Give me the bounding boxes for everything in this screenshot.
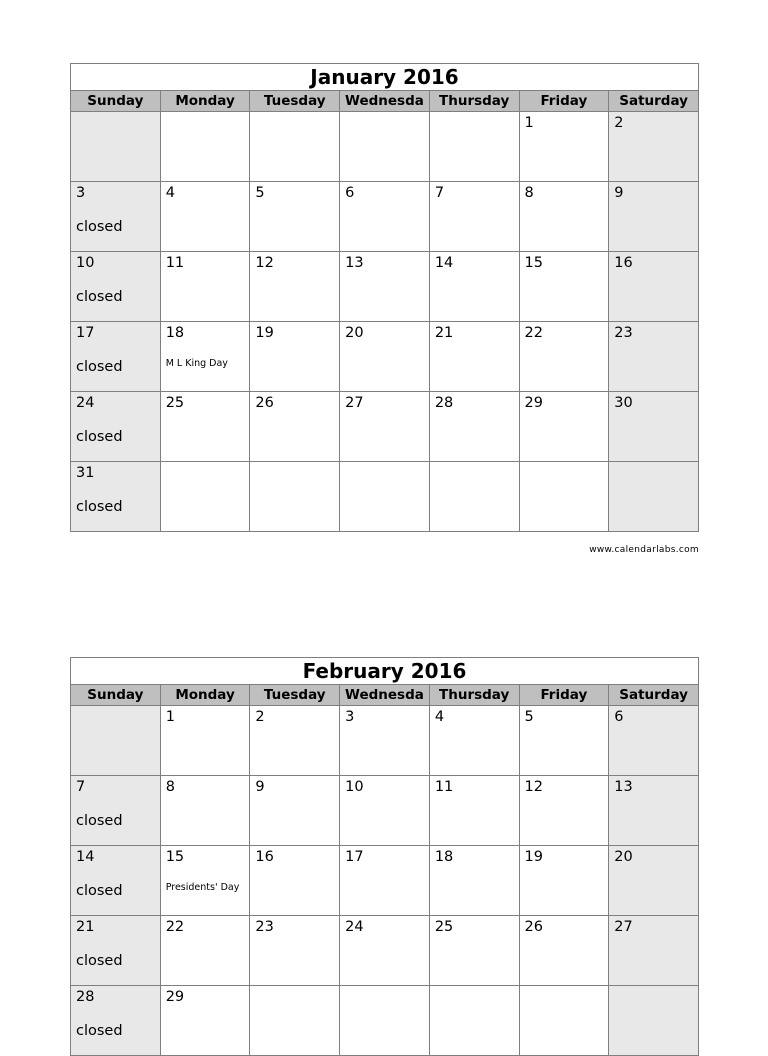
day-number: 4	[165, 185, 175, 201]
weekday-header: Wednesda	[340, 685, 430, 706]
closed-label: closed	[76, 1023, 123, 1039]
week-row	[71, 776, 699, 846]
week-row	[71, 252, 699, 322]
day-cell	[250, 392, 340, 462]
day-cell	[429, 462, 519, 532]
day-number: 17	[345, 849, 364, 865]
day-cell	[429, 706, 519, 776]
day-number: 19	[255, 325, 274, 341]
week-row	[71, 462, 699, 532]
day-cell	[429, 916, 519, 986]
day-cell	[429, 322, 519, 392]
day-cell	[160, 986, 250, 1056]
day-number: 12	[524, 779, 543, 795]
day-number: 13	[345, 255, 364, 271]
day-number: 22	[524, 325, 543, 341]
day-cell	[160, 776, 250, 846]
calendar-february	[70, 657, 699, 1056]
day-cell	[160, 112, 250, 182]
day-cell	[250, 916, 340, 986]
week-row	[71, 392, 699, 462]
day-cell	[250, 706, 340, 776]
month-grid	[70, 684, 699, 1056]
day-cell	[340, 846, 430, 916]
day-number: 10	[76, 255, 95, 271]
day-cell	[519, 112, 609, 182]
closed-label: closed	[76, 499, 123, 515]
day-number: 29	[524, 395, 543, 411]
weekday-header: Wednesda	[340, 91, 430, 112]
day-number: 6	[345, 185, 355, 201]
day-cell	[160, 846, 250, 916]
day-number: 15	[165, 849, 185, 865]
day-number: 11	[434, 779, 454, 795]
closed-label: closed	[76, 813, 123, 829]
day-cell	[609, 252, 699, 322]
week-row	[71, 182, 699, 252]
day-cell	[519, 706, 609, 776]
day-number: 16	[255, 849, 274, 865]
weekday-header-row	[71, 91, 699, 112]
closed-label: closed	[76, 359, 123, 375]
day-cell	[340, 322, 430, 392]
week-row	[71, 112, 699, 182]
day-number: 23	[255, 919, 274, 935]
day-cell	[609, 462, 699, 532]
day-number: 7	[434, 185, 445, 201]
day-number: 2	[255, 709, 265, 725]
weekday-header: Friday	[519, 685, 609, 706]
closed-label: closed	[76, 219, 123, 235]
day-cell	[71, 916, 161, 986]
day-cell	[160, 182, 250, 252]
day-cell	[609, 392, 699, 462]
day-cell	[71, 252, 161, 322]
day-number: 14	[76, 849, 95, 865]
day-number: 24	[345, 919, 364, 935]
day-cell	[609, 916, 699, 986]
day-cell	[160, 916, 250, 986]
day-number: 26	[524, 919, 543, 935]
day-number: 5	[524, 709, 534, 725]
day-cell	[609, 182, 699, 252]
day-cell	[340, 252, 430, 322]
day-cell	[519, 392, 609, 462]
day-number: 23	[614, 325, 633, 341]
month-title: January 2016	[70, 63, 699, 90]
day-number: 24	[76, 395, 95, 411]
day-cell	[429, 846, 519, 916]
day-cell	[160, 322, 250, 392]
weekday-header: Saturday	[609, 685, 699, 706]
closed-label: closed	[76, 953, 123, 969]
week-row	[71, 916, 699, 986]
closed-label: closed	[76, 429, 123, 445]
day-cell	[71, 182, 161, 252]
day-cell	[519, 182, 609, 252]
day-cell	[609, 112, 699, 182]
day-cell	[519, 252, 609, 322]
day-cell	[250, 252, 340, 322]
day-cell	[519, 916, 609, 986]
day-cell	[250, 462, 340, 532]
day-cell	[340, 916, 430, 986]
day-cell	[609, 322, 699, 392]
day-number: 9	[255, 779, 265, 795]
week-row	[71, 322, 699, 392]
day-cell	[519, 846, 609, 916]
day-number: 12	[255, 255, 274, 271]
weekday-header: Saturday	[609, 91, 699, 112]
day-cell	[71, 986, 161, 1056]
day-cell	[340, 182, 430, 252]
day-number: 20	[345, 325, 364, 341]
weekday-header: Monday	[160, 685, 250, 706]
day-number: 5	[255, 185, 265, 201]
weekday-header: Tuesday	[250, 685, 340, 706]
day-cell	[71, 322, 161, 392]
day-number: 27	[345, 395, 364, 411]
month-title: February 2016	[70, 657, 699, 684]
day-cell	[250, 322, 340, 392]
day-cell	[429, 392, 519, 462]
day-cell	[519, 776, 609, 846]
weekday-header: Thursday	[429, 685, 519, 706]
day-cell	[519, 986, 609, 1056]
holiday-label: Presidents' Day	[165, 882, 240, 893]
day-number: 28	[76, 989, 95, 1005]
day-number: 17	[76, 325, 95, 341]
day-cell	[340, 462, 430, 532]
day-cell	[71, 112, 161, 182]
day-number: 4	[434, 709, 445, 725]
day-number: 13	[614, 779, 633, 795]
day-number: 20	[614, 849, 633, 865]
week-row	[71, 706, 699, 776]
weekday-header: Sunday	[71, 685, 161, 706]
day-number: 15	[524, 255, 543, 271]
day-cell	[609, 846, 699, 916]
weekday-header: Sunday	[71, 91, 161, 112]
day-cell	[340, 776, 430, 846]
day-cell	[340, 392, 430, 462]
day-number: 8	[165, 779, 175, 795]
holiday-label: M L King Day	[165, 358, 228, 369]
day-cell	[250, 182, 340, 252]
day-number: 10	[345, 779, 364, 795]
day-number: 11	[165, 255, 185, 271]
day-cell	[160, 462, 250, 532]
day-cell	[429, 112, 519, 182]
day-number: 31	[76, 465, 95, 481]
day-cell	[340, 112, 430, 182]
day-cell	[160, 392, 250, 462]
day-number: 27	[614, 919, 633, 935]
day-number: 7	[76, 779, 86, 795]
weekday-header: Thursday	[429, 91, 519, 112]
day-cell	[340, 986, 430, 1056]
week-row	[71, 986, 699, 1056]
day-number: 29	[165, 989, 185, 1005]
day-cell	[160, 252, 250, 322]
day-number: 8	[524, 185, 534, 201]
weekday-header-row	[71, 685, 699, 706]
day-number: 6	[614, 709, 624, 725]
day-number: 22	[165, 919, 185, 935]
day-cell	[160, 706, 250, 776]
day-cell	[71, 392, 161, 462]
day-cell	[519, 322, 609, 392]
day-cell	[250, 112, 340, 182]
day-cell	[71, 706, 161, 776]
week-row	[71, 846, 699, 916]
day-cell	[429, 182, 519, 252]
weekday-header: Monday	[160, 91, 250, 112]
day-cell	[609, 706, 699, 776]
day-number: 1	[524, 115, 534, 131]
site-url: www.calendarlabs.com	[589, 545, 699, 555]
day-number: 19	[524, 849, 543, 865]
day-cell	[71, 846, 161, 916]
day-cell	[250, 846, 340, 916]
day-cell	[609, 776, 699, 846]
day-number: 21	[434, 325, 454, 341]
day-number: 21	[76, 919, 95, 935]
day-number: 28	[434, 395, 454, 411]
day-number: 26	[255, 395, 274, 411]
day-number: 30	[614, 395, 633, 411]
day-cell	[71, 776, 161, 846]
day-cell	[519, 462, 609, 532]
weekday-header: Tuesday	[250, 91, 340, 112]
day-number: 9	[614, 185, 624, 201]
day-number: 2	[614, 115, 624, 131]
day-number: 1	[165, 709, 175, 725]
day-cell	[609, 986, 699, 1056]
calendar-january	[70, 63, 699, 532]
day-number: 14	[434, 255, 454, 271]
day-cell	[429, 252, 519, 322]
day-cell	[340, 706, 430, 776]
day-number: 18	[165, 325, 185, 341]
day-number: 16	[614, 255, 633, 271]
day-cell	[71, 462, 161, 532]
day-number: 25	[165, 395, 185, 411]
day-cell	[429, 776, 519, 846]
month-grid	[70, 90, 699, 532]
day-number: 25	[434, 919, 454, 935]
day-number: 3	[345, 709, 355, 725]
closed-label: closed	[76, 289, 123, 305]
day-number: 3	[76, 185, 86, 201]
day-cell	[250, 986, 340, 1056]
day-cell	[250, 776, 340, 846]
day-number: 18	[434, 849, 454, 865]
closed-label: closed	[76, 883, 123, 899]
weekday-header: Friday	[519, 91, 609, 112]
day-cell	[429, 986, 519, 1056]
